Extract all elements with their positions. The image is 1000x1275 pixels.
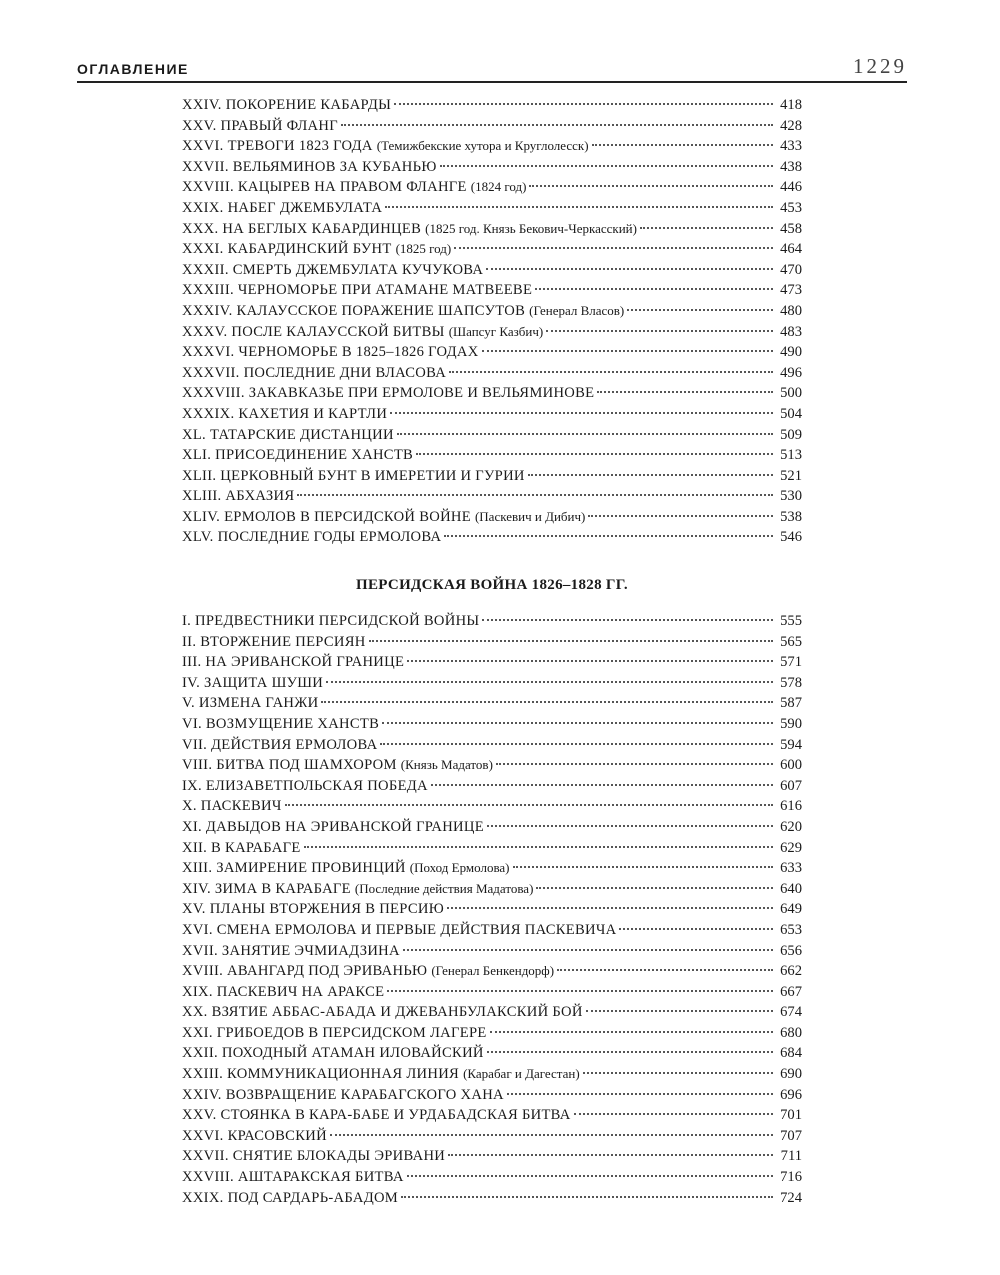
toc-entry-page: 674 — [780, 1004, 802, 1021]
toc-entry-page: 555 — [780, 613, 802, 629]
toc-entry-page: 690 — [780, 1066, 802, 1083]
toc-entry-title: II. ВТОРЖЕНИЕ ПЕРСИЯН — [182, 633, 366, 650]
toc-entry-page: 629 — [780, 839, 802, 856]
toc-dot-leader — [407, 1175, 773, 1177]
toc-entry-page: 616 — [780, 798, 802, 815]
toc-entry-title: XXIII. КОММУНИКАЦИОННАЯ ЛИНИЯ — [182, 1066, 460, 1083]
toc-entry — [182, 611, 802, 632]
toc-entry-title: XXXIV. КАЛАУССКОЕ ПОРАЖЕНИЕ ШАПСУТОВ — [182, 302, 526, 319]
toc-entry-title: XVI. СМЕНА ЕРМОЛОВА И ПЕРВЫЕ ДЕЙСТВИЯ ПАСКЕВИЧА — [182, 921, 617, 938]
toc-entry-note: (1825 год) — [395, 241, 452, 257]
toc-entry-title: XLIII. АБХАЗИЯ — [182, 488, 295, 505]
toc-dot-leader — [387, 990, 773, 992]
toc-entry — [182, 219, 802, 240]
toc-dot-leader — [449, 371, 773, 373]
toc-entry — [182, 404, 802, 425]
toc-dot-leader — [390, 412, 773, 414]
toc-entry-page: 578 — [780, 674, 802, 691]
toc-entry-page: 707 — [780, 1127, 802, 1144]
toc-dot-leader — [448, 1154, 773, 1156]
toc-entry — [182, 1105, 802, 1126]
toc-entry-title: XXVI. КРАСОВСКИЙ — [182, 1127, 327, 1144]
toc-dot-leader — [528, 474, 773, 476]
toc-dot-leader — [403, 949, 773, 951]
toc-entry-page: 594 — [780, 736, 802, 753]
toc-dot-leader — [482, 350, 773, 352]
toc-dot-leader — [431, 784, 773, 786]
toc-dot-leader — [326, 681, 773, 683]
toc-entry-page: 458 — [780, 220, 802, 237]
toc-dot-leader — [513, 866, 773, 868]
toc-entry — [182, 652, 802, 673]
toc-entry-title: XXIX. НАБЕГ ДЖЕМБУЛАТА — [182, 199, 383, 216]
toc-entry-page: 640 — [780, 880, 802, 897]
page-number: 1229 — [853, 54, 907, 78]
toc-list-part2 — [182, 611, 802, 1208]
toc-entry-title: XXXII. СМЕРТЬ ДЖЕМБУЛАТА КУЧУКОВА — [182, 261, 484, 278]
toc-entry-title: XXVI. ТРЕВОГИ 1823 ГОДА — [182, 138, 373, 155]
toc-entry-title: XXIX. ПОД САРДАРЬ-АБАДОМ — [182, 1189, 399, 1206]
toc-dot-leader — [490, 1031, 773, 1033]
toc-entry-page: 620 — [780, 818, 802, 835]
toc-entry-title: XXIV. ВОЗВРАЩЕНИЕ КАРАБАГСКОГО ХАНА — [182, 1086, 504, 1103]
toc-entry-page: 649 — [780, 901, 802, 918]
toc-entry — [182, 383, 802, 404]
toc-entry-page: 587 — [780, 695, 802, 712]
toc-dot-leader — [285, 804, 773, 806]
toc-dot-leader — [407, 660, 773, 662]
toc-entry-title: VII. ДЕЙСТВИЯ ЕРМОЛОВА — [182, 736, 378, 753]
toc-entry-page: 453 — [780, 199, 802, 216]
toc-entry-page: 433 — [780, 138, 802, 155]
toc-dot-leader — [444, 535, 773, 537]
toc-dot-leader — [640, 227, 773, 229]
toc-entry-page: 513 — [780, 447, 802, 464]
toc-dot-leader — [574, 1113, 773, 1115]
toc-entry — [182, 363, 802, 384]
toc-entry — [182, 301, 802, 322]
toc-dot-leader — [486, 268, 773, 270]
toc-entry-page: 490 — [780, 344, 802, 361]
toc-entry-title: XIX. ПАСКЕВИЧ НА АРАКСЕ — [182, 983, 385, 1000]
toc-entry-note: (Шапсуг Казбич) — [448, 323, 544, 339]
toc-entry — [182, 1023, 802, 1044]
toc-entry-page: 480 — [780, 302, 802, 319]
toc-entry-title: IV. ЗАЩИТА ШУШИ — [182, 674, 324, 691]
toc-entry-title: XXVIII. КАЦЫРЕВ НА ПРАВОМ ФЛАНГЕ — [182, 179, 467, 196]
toc-entry-note: (1825 год. Князь Бекович-Черкасский) — [425, 220, 637, 236]
toc-dot-leader — [496, 763, 773, 765]
toc-entry — [182, 1188, 802, 1209]
toc-entry-page: 418 — [780, 97, 802, 113]
toc-entry-title: XXVII. ВЕЛЬЯМИНОВ ЗА КУБАНЬЮ — [182, 158, 437, 175]
header-rule — [77, 81, 907, 83]
toc-dot-leader — [487, 1051, 773, 1053]
toc-dot-leader — [529, 185, 773, 187]
toc-entry — [182, 466, 802, 487]
toc-entry-page: 724 — [780, 1189, 802, 1206]
toc-entry — [182, 507, 802, 528]
toc-entry — [182, 1064, 802, 1085]
toc-dot-leader — [583, 1072, 773, 1074]
toc-entry-title: XXII. ПОХОДНЫЙ АТАМАН ИЛОВАЙСКИЙ — [182, 1045, 484, 1062]
toc-entry-page: 711 — [780, 1148, 802, 1165]
toc-entry — [182, 239, 802, 260]
toc-dot-leader — [297, 494, 773, 496]
toc-entry — [182, 735, 802, 756]
toc-entry-page: 521 — [780, 467, 802, 484]
toc-entry — [182, 527, 802, 548]
toc-entry — [182, 157, 802, 178]
toc-entry-title: XXXIII. ЧЕРНОМОРЬЕ ПРИ АТАМАНЕ МАТВЕЕВЕ — [182, 282, 533, 299]
toc-dot-leader — [385, 206, 773, 208]
toc-dot-leader — [619, 928, 773, 930]
toc-entry-page: 496 — [780, 364, 802, 381]
toc-entry — [182, 1043, 802, 1064]
toc-entry-title: XXXIX. КАХЕТИЯ И КАРТЛИ — [182, 405, 388, 422]
toc-entry-title: XLV. ПОСЛЕДНИЕ ГОДЫ ЕРМОЛОВА — [182, 529, 442, 546]
toc-entry-title: VI. ВОЗМУЩЕНИЕ ХАНСТВ — [182, 715, 380, 732]
toc-dot-leader — [546, 330, 773, 332]
toc-dot-leader — [416, 453, 773, 455]
toc-entry-title: XXX. НА БЕГЛЫХ КАБАРДИНЦЕВ — [182, 220, 422, 237]
section-heading: ПЕРСИДСКАЯ ВОЙНА 1826–1828 ГГ. — [356, 577, 628, 593]
toc-entry — [182, 136, 802, 157]
toc-entry — [182, 342, 802, 363]
toc-entry — [182, 817, 802, 838]
toc-entry — [182, 632, 802, 653]
toc-dot-leader — [507, 1093, 773, 1095]
toc-entry-title: XXXI. КАБАРДИНСКИЙ БУНТ — [182, 241, 392, 258]
toc-entry-page: 483 — [780, 323, 802, 340]
toc-entry-title: XLI. ПРИСОЕДИНЕНИЕ ХАНСТВ — [182, 447, 414, 464]
toc-entry-page: 633 — [780, 860, 802, 877]
toc-entry-title: III. НА ЭРИВАНСКОЙ ГРАНИЦЕ — [182, 654, 405, 671]
toc-entry-note: (Поход Ермолова) — [409, 860, 510, 876]
toc-entry-page: 684 — [780, 1045, 802, 1062]
toc-entry-title: XXXV. ПОСЛЕ КАЛАУССКОЙ БИТВЫ — [182, 323, 445, 340]
toc-entry-note: (Генерал Власов) — [529, 302, 625, 318]
toc-entry-title: XXXVI. ЧЕРНОМОРЬЕ В 1825–1826 ГОДАХ — [182, 344, 479, 361]
toc-entry — [182, 260, 802, 281]
toc-entry — [182, 982, 802, 1003]
toc-entry-note: (Карабаг и Дагестан) — [463, 1066, 580, 1082]
toc-entry — [182, 961, 802, 982]
toc-entry — [182, 95, 802, 116]
toc-entry-title: XXXVIII. ЗАКАВКАЗЬЕ ПРИ ЕРМОЛОВЕ И ВЕЛЬЯМИНОВЕ — [182, 385, 595, 402]
toc-entry-title: IX. ЕЛИЗАВЕТПОЛЬСКАЯ ПОБЕДА — [182, 777, 428, 794]
toc-entry-page: 446 — [780, 179, 802, 196]
toc-dot-leader — [482, 619, 773, 621]
toc-entry-page: 428 — [780, 117, 802, 134]
toc-entry-note: (Генерал Бенкендорф) — [431, 963, 555, 979]
toc-entry-title: XLIV. ЕРМОЛОВ В ПЕРСИДСКОЙ ВОЙНЕ — [182, 508, 471, 525]
toc-entry — [182, 425, 802, 446]
toc-dot-leader — [586, 1010, 773, 1012]
toc-entry — [182, 1167, 802, 1188]
toc-dot-leader — [401, 1196, 773, 1198]
toc-dot-leader — [557, 969, 773, 971]
toc-entry-page: 590 — [780, 715, 802, 732]
toc-entry-page: 667 — [780, 983, 802, 1000]
toc-dot-leader — [304, 846, 773, 848]
toc-entry-title: XII. В КАРАБАГЕ — [182, 839, 301, 856]
toc-entry — [182, 796, 802, 817]
toc-entry-title: XI. ДАВЫДОВ НА ЭРИВАНСКОЙ ГРАНИЦЕ — [182, 818, 484, 835]
toc-entry-note: (Темижбекские хутора и Круглолесск) — [376, 138, 589, 154]
toc-entry — [182, 1085, 802, 1106]
toc-list-part1 — [182, 95, 802, 548]
toc-dot-leader — [341, 124, 773, 126]
toc-dot-leader — [535, 288, 773, 290]
toc-entry-title: XX. ВЗЯТИЕ АББАС-АБАДА И ДЖЕВАНБУЛАКСКИЙ БОЙ — [182, 1004, 583, 1021]
toc-entry — [182, 322, 802, 343]
toc-entry-page: 680 — [780, 1024, 802, 1041]
toc-entry-title: XXI. ГРИБОЕДОВ В ПЕРСИДСКОМ ЛАГЕРЕ — [182, 1024, 487, 1041]
toc-dot-leader — [321, 701, 773, 703]
toc-entry — [182, 177, 802, 198]
toc-entry-page: 653 — [780, 921, 802, 938]
toc-entry-page: 464 — [780, 241, 802, 258]
toc-dot-leader — [380, 743, 773, 745]
toc-dot-leader — [369, 640, 773, 642]
toc-entry-page: 662 — [780, 963, 802, 980]
toc-entry-note: (1824 год) — [470, 179, 527, 195]
toc-entry-page: 716 — [780, 1169, 802, 1186]
toc-entry-title: XLII. ЦЕРКОВНЫЙ БУНТ В ИМЕРЕТИИ И ГУРИИ — [182, 467, 525, 484]
toc-dot-leader — [592, 144, 773, 146]
toc-entry — [182, 693, 802, 714]
toc-entry-note: (Последние действия Мадатова) — [354, 880, 534, 896]
toc-entry — [182, 838, 802, 859]
toc-entry — [182, 673, 802, 694]
toc-entry-title: XXIV. ПОКОРЕНИЕ КАБАРДЫ — [182, 97, 392, 113]
toc-entry-title: XV. ПЛАНЫ ВТОРЖЕНИЯ В ПЕРСИЮ — [182, 901, 445, 918]
toc-entry — [182, 714, 802, 735]
toc-entry — [182, 198, 802, 219]
toc-entry-page: 600 — [780, 757, 802, 774]
toc-entry-page: 656 — [780, 942, 802, 959]
toc-dot-leader — [627, 309, 773, 311]
toc-entry-page: 565 — [780, 633, 802, 650]
toc-entry — [182, 920, 802, 941]
toc-entry-page: 504 — [780, 405, 802, 422]
toc-entry — [182, 755, 802, 776]
toc-entry-title: XXVII. СНЯТИЕ БЛОКАДЫ ЭРИВАНИ — [182, 1148, 446, 1165]
toc-entry-page: 696 — [780, 1086, 802, 1103]
toc-dot-leader — [597, 391, 773, 393]
toc-entry — [182, 879, 802, 900]
toc-entry-page: 473 — [780, 282, 802, 299]
toc-entry — [182, 486, 802, 507]
toc-dot-leader — [536, 887, 773, 889]
toc-entry-page: 607 — [780, 777, 802, 794]
toc-entry-page: 571 — [780, 654, 802, 671]
toc-dot-leader — [440, 165, 773, 167]
toc-entry — [182, 116, 802, 137]
running-title: ОГЛАВЛЕНИЕ — [77, 61, 189, 77]
toc-entry-title: XXV. ПРАВЫЙ ФЛАНГ — [182, 117, 338, 134]
toc-entry — [182, 941, 802, 962]
toc-entry-note: (Князь Мадатов) — [400, 757, 493, 773]
toc-entry-page: 701 — [780, 1107, 802, 1124]
toc-entry-title: XL. ТАТАРСКИЕ ДИСТАНЦИИ — [182, 426, 394, 443]
toc-entry-page: 509 — [780, 426, 802, 443]
toc-entry-page: 538 — [780, 508, 802, 525]
toc-dot-leader — [394, 103, 773, 105]
toc-entry-note: (Паскевич и Дибич) — [474, 508, 586, 524]
toc-dot-leader — [447, 907, 773, 909]
toc-entry — [182, 1146, 802, 1167]
toc-entry-page: 470 — [780, 261, 802, 278]
toc-entry — [182, 280, 802, 301]
toc-entry — [182, 1126, 802, 1147]
toc-entry — [182, 899, 802, 920]
toc-entry — [182, 858, 802, 879]
toc-entry-title: XVIII. АВАНГАРД ПОД ЭРИВАНЬЮ — [182, 963, 428, 980]
toc-entry-page: 438 — [780, 158, 802, 175]
toc-entry-title: VIII. БИТВА ПОД ШАМХОРОМ — [182, 757, 397, 774]
toc-entry-title: XXV. СТОЯНКА В КАРА-БАБЕ И УРДАБАДСКАЯ БИТВА — [182, 1107, 571, 1124]
toc-dot-leader — [382, 722, 773, 724]
toc-entry-page: 500 — [780, 385, 802, 402]
toc-entry-page: 546 — [780, 529, 802, 546]
toc-entry-title: XIV. ЗИМА В КАРАБАГЕ — [182, 880, 351, 897]
toc-entry-title: XXVIII. АШТАРАКСКАЯ БИТВА — [182, 1169, 404, 1186]
toc-entry-title: I. ПРЕДВЕСТНИКИ ПЕРСИДСКОЙ ВОЙНЫ — [182, 613, 480, 629]
toc-entry — [182, 1002, 802, 1023]
toc-entry-title: XIII. ЗАМИРЕНИЕ ПРОВИНЦИЙ — [182, 860, 406, 877]
toc-entry-page: 530 — [780, 488, 802, 505]
toc-entry — [182, 776, 802, 797]
toc-entry-title: XVII. ЗАНЯТИЕ ЭЧМИАДЗИНА — [182, 942, 400, 959]
toc-dot-leader — [397, 433, 773, 435]
toc-entry — [182, 445, 802, 466]
toc-entry-title: XXXVII. ПОСЛЕДНИЕ ДНИ ВЛАСОВА — [182, 364, 447, 381]
toc-entry-title: V. ИЗМЕНА ГАНЖИ — [182, 695, 319, 712]
toc-entry-title: X. ПАСКЕВИЧ — [182, 798, 282, 815]
toc-dot-leader — [588, 515, 773, 517]
toc-dot-leader — [454, 247, 773, 249]
toc-dot-leader — [330, 1134, 773, 1136]
toc-dot-leader — [487, 825, 773, 827]
